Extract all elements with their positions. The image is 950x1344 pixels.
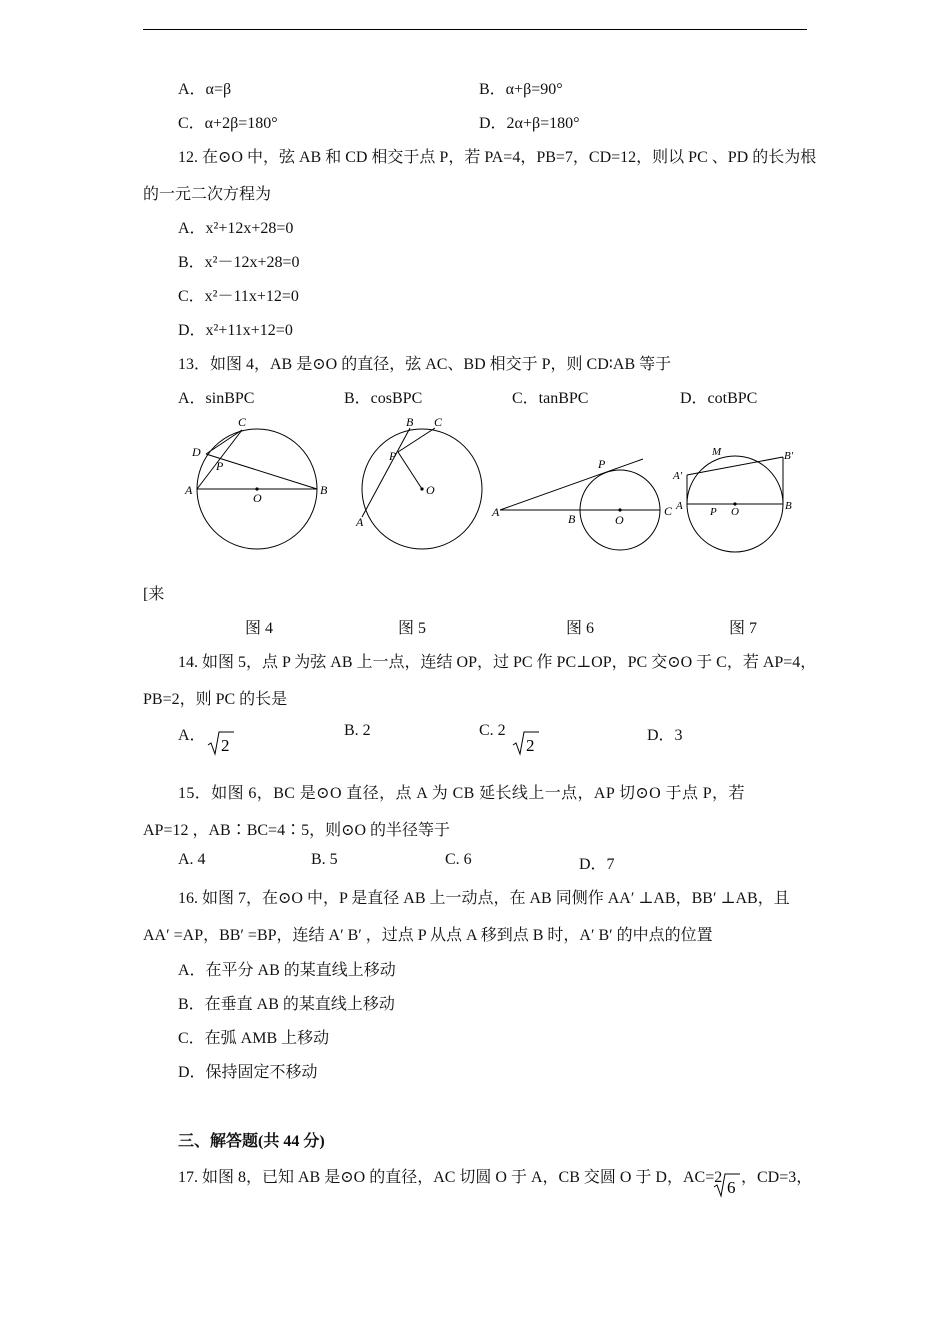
- q11-option-a: A．α=β: [178, 81, 232, 98]
- q16-stem-line1: 16. 如图 7，在⊙O 中，P 是直径 AB 上一动点，在 AB 同侧作 AA′ ⊥AB，BB′ ⊥AB，且: [178, 890, 790, 907]
- q16-option-d: D．保持固定不移动: [178, 1064, 318, 1081]
- q11-option-c: C．α+2β=180°: [178, 115, 278, 132]
- fig7-label-a: A: [676, 500, 683, 512]
- q16-option-b: B．在垂直 AB 的某直线上移动: [178, 996, 395, 1013]
- stray-text: [来: [143, 586, 165, 603]
- q12-option-d: D．x²+11x+12=0: [178, 322, 293, 339]
- fig6-label-b: B: [568, 512, 576, 526]
- fig7-label-o: O: [731, 506, 739, 518]
- fig5-label-b: B: [406, 415, 414, 429]
- caption-fig6: 图 6: [566, 620, 595, 637]
- fig7-label-b: B: [785, 500, 792, 512]
- fig7-label-m: M: [712, 446, 722, 458]
- fig6-label-p: P: [598, 457, 606, 471]
- caption-fig7: 图 7: [729, 620, 758, 637]
- fig6-label-o: O: [615, 513, 624, 527]
- fig7-label-a-prime: A′: [673, 470, 683, 482]
- q17-stem: 17. 如图 8，已知 AB 是⊙O 的直径，AC 切圆 O 于 A，CB 交圆 O 于 D，AC=2: [178, 1169, 723, 1186]
- q14-option-c: C. 2: [479, 722, 506, 739]
- q16-stem-line2: AA′ =AP，BB′ =BP，连结 A′ B′ ，过点 P 从点 A 移到点 B 时，A′ B′ 的中点的位置: [143, 927, 713, 944]
- fig5-label-a: A: [356, 515, 364, 529]
- q15-option-c: C. 6: [445, 851, 472, 868]
- caption-fig5: 图 5: [398, 620, 427, 637]
- fig6-label-a: A: [492, 505, 500, 519]
- fig7-label-b-prime: B′: [784, 450, 794, 462]
- q11-option-d: D．2α+β=180°: [479, 115, 580, 132]
- q15-option-a: A. 4: [178, 851, 206, 868]
- q13-option-b: B．cosBPC: [344, 390, 423, 407]
- section-3-heading: 三、解答题(共 44 分): [178, 1133, 325, 1150]
- figure-4: [180, 412, 340, 557]
- q17-tail: ，CD=3，: [741, 1169, 813, 1186]
- q12-stem-line2: 的一元二次方程为: [143, 186, 272, 203]
- fig4-label-c: C: [238, 415, 247, 429]
- q14-option-d: D．3: [647, 727, 683, 744]
- q14-a-radicand: 2: [221, 736, 230, 755]
- q17-radicand: 6: [727, 1178, 736, 1197]
- q14-a-sqrt-sign: [207, 730, 235, 756]
- fig5-label-p: P: [389, 449, 397, 463]
- q14-option-a: A．: [178, 727, 206, 744]
- figure-7: [670, 440, 810, 558]
- q11-option-b: B．α+β=90°: [479, 81, 563, 98]
- q15-stem-line1: 15．如图 6，BC 是⊙O 直径，点 A 为 CB 延长线上一点，AP 切⊙O 于点 P，若: [178, 785, 745, 802]
- q16-option-a: A．在平分 AB 的某直线上移动: [178, 962, 396, 979]
- q12-option-b: B．x²－12x+28=0: [178, 254, 300, 271]
- header-rule: [143, 29, 807, 30]
- q14-stem-line2: PB=2，则 PC 的长是: [143, 691, 288, 708]
- q13-stem: 13．如图 4，AB 是⊙O 的直径，弦 AC、BD 相交于 P，则 CD∶AB 等于: [178, 356, 672, 373]
- q14-stem-line1: 14. 如图 5，点 P 为弦 AB 上一点，连结 OP，过 PC 作 PC⊥OP，PC 交⊙O 于 C，若 AP=4，: [178, 654, 817, 671]
- q14-c-radicand: 2: [526, 736, 535, 755]
- q17-sqrt-sign: [713, 1172, 741, 1198]
- q15-stem-line2: AP=12 ，AB∶BC=4∶5，则⊙O 的半径等于: [143, 822, 451, 839]
- fig5-label-o: O: [426, 483, 435, 497]
- caption-fig4: 图 4: [245, 620, 274, 637]
- q13-option-d: D．cotBPC: [680, 390, 758, 407]
- q13-option-c: C．tanBPC: [512, 390, 589, 407]
- fig7-label-p: P: [710, 506, 717, 518]
- fig4-label-b: B: [320, 483, 328, 497]
- q15-option-b: B. 5: [311, 851, 338, 868]
- q12-option-a: A．x²+12x+28=0: [178, 220, 294, 237]
- q13-option-a: A．sinBPC: [178, 390, 255, 407]
- fig6-label-c: C: [664, 504, 673, 518]
- fig4-label-p: P: [216, 459, 224, 473]
- figure-6: [488, 450, 688, 555]
- fig4-label-o: O: [253, 491, 262, 505]
- fig5-label-c: C: [434, 415, 443, 429]
- q12-stem-line1: 12. 在⊙O 中，弦 AB 和 CD 相交于点 P，若 PA=4，PB=7，CD=12，则以 PC 、PD 的长为根: [178, 149, 817, 166]
- q14-c-sqrt-sign: [512, 730, 540, 756]
- q14-option-b: B. 2: [344, 722, 371, 739]
- fig4-label-a: A: [185, 483, 193, 497]
- q12-option-c: C．x²－11x+12=0: [178, 288, 299, 305]
- fig4-label-d: D: [192, 445, 201, 459]
- figure-5: [350, 412, 495, 557]
- q16-option-c: C．在弧 AMB 上移动: [178, 1030, 330, 1047]
- q15-option-d: D．7: [579, 856, 615, 873]
